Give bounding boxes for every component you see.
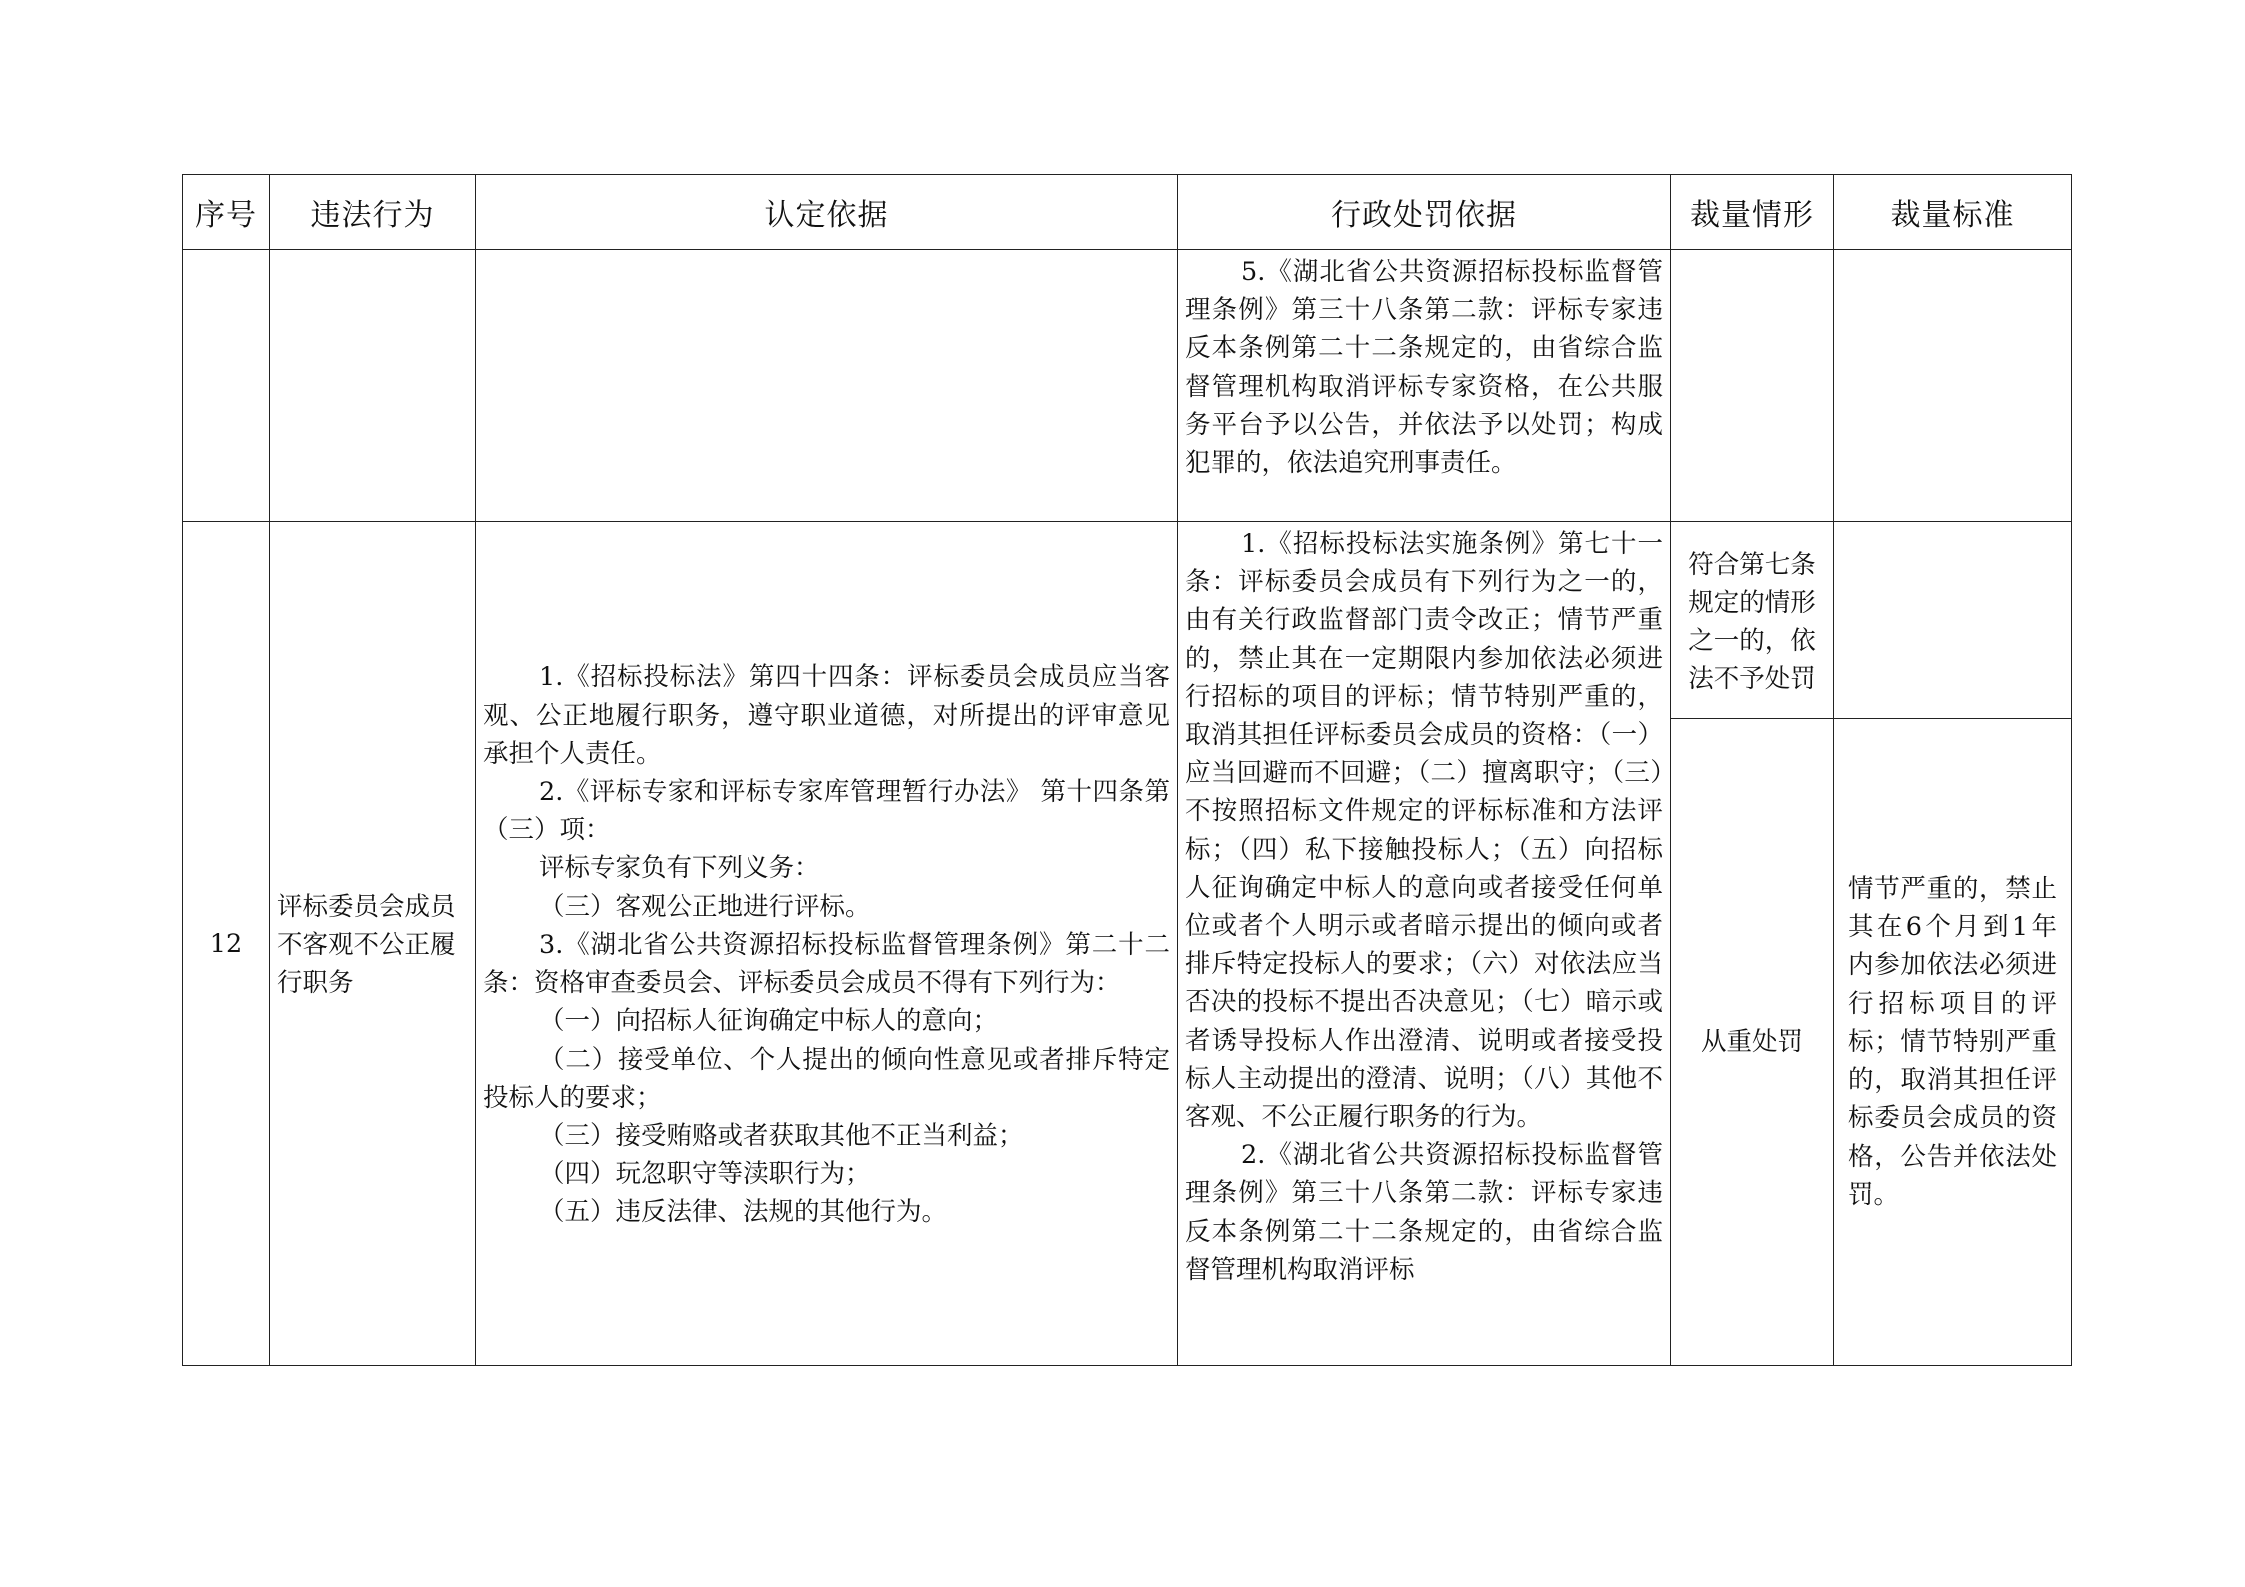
header-seq: 序号 (183, 175, 270, 250)
basis-line: 3.《湖北省公共资源招标投标监督管理条例》第二十二条：资格审查委员会、评标委员会成员不得有下列行为： (483, 929, 1170, 999)
penalty-basis-text-block (1178, 522, 1670, 1289)
header-standard: 裁量标准 (1834, 175, 2072, 250)
penalty-basis-line: 1.《招标投标法实施条例》第七十一条：评标委员会成员有下列行为之一的，由有关行政监督部门责令改正；情节严重的，禁止其在一定期限内参加依法必须进行招标的项目的评标；情节特别严重的，取消其担任评标委员会成员的资格：（一）应当回避而不回避；（二）擅离职守；（三）不按照招标文件规定的评标标准和方法评标；（四）私下接触投标人；（五）向招标人征询确定中标人的意向或者接受任何单位或者个人明示或者暗示提出的倾向或者排斥特定投标人的要求；（六）对依法应当否决的投标不提出否决意见；（七）暗示或者诱导投标人作出澄清、说明或者接受投标人主动提出的澄清、说明；（八）其他不客观、不公正履行职务的行为。 (1185, 529, 1663, 1133)
cell-seq-12: 12 (183, 522, 270, 1366)
basis-line: 1.《招标投标法》第四十四条：评标委员会成员应当客观、公正地履行职务，遵守职业道德，对所提出的评审意见承担个人责任。 (483, 662, 1170, 769)
header-situation: 裁量情形 (1671, 175, 1834, 250)
header-violation: 违法行为 (270, 175, 476, 250)
cell-seq (183, 250, 270, 522)
cell-standard-case2 (1834, 719, 2072, 1366)
header-penalty-basis: 行政处罚依据 (1178, 175, 1671, 250)
table-row-12 (183, 522, 2072, 719)
basis-line: 评标专家负有下列义务： (539, 853, 820, 884)
table-row (183, 250, 2072, 522)
penalty-basis-line: 2.《湖北省公共资源招标投标监督管理条例》第三十八条第二款：评标专家违反本条例第二十二条规定的，由省综合监督管理机构取消评标 (1185, 1140, 1663, 1285)
violation-text: 评标委员会成员不客观不公正履行职务 (277, 892, 456, 998)
basis-line: （四）玩忽职守等渎职行为； (539, 1159, 871, 1190)
cell-violation-12 (270, 522, 476, 1366)
basis-line: 2.《评标专家和评标专家库管理暂行办法》 第十四条第（三）项： (483, 777, 1170, 846)
header-row (183, 175, 2072, 250)
cell-basis (476, 250, 1178, 522)
cell-violation (270, 250, 476, 522)
basis-line: （三）接受贿赂或者获取其他不正当利益； (539, 1120, 1024, 1151)
header-basis: 认定依据 (476, 175, 1178, 250)
basis-text-block (476, 655, 1177, 1231)
cell-standard (1834, 250, 2072, 522)
cell-situation-case1 (1671, 522, 1834, 719)
standard-case2-text: 情节严重的，禁止其在6个月到1年内参加依法必须进行招标项目的评标；情节特别严重的，取消其担任评标委员会成员的资格，公告并依法处罚。 (1848, 874, 2057, 1210)
penalty-basis-text: 5.《湖北省公共资源招标投标监督管理条例》第三十八条第二款：评标专家违反本条例第二十二条规定的，由省综合监督管理机构取消评标专家资格，在公共服务平台予以公告，并依法予以处罚；构成犯罪的，依法追究刑事责任。 (1185, 257, 1663, 479)
cell-standard-case1 (1834, 522, 2072, 719)
situation-case2-text: 从重处罚 (1700, 1027, 1803, 1057)
cell-situation-case2 (1671, 719, 1834, 1366)
basis-line: （一）向招标人征询确定中标人的意向； (539, 1006, 999, 1037)
penalty-table (182, 174, 2072, 1366)
cell-penalty-basis-12 (1178, 522, 1671, 1366)
cell-basis-12 (476, 522, 1178, 1366)
basis-line: （二）接受单位、个人提出的倾向性意见或者排斥特定投标人的要求； (483, 1044, 1170, 1113)
basis-line: （五）违反法律、法规的其他行为。 (539, 1197, 948, 1228)
situation-case1-text: 符合第七条规定的情形之一的，依法不予处罚 (1688, 549, 1816, 694)
cell-penalty-basis (1178, 250, 1671, 522)
cell-situation (1671, 250, 1834, 522)
basis-line: （三）客观公正地进行评标。 (539, 891, 871, 922)
